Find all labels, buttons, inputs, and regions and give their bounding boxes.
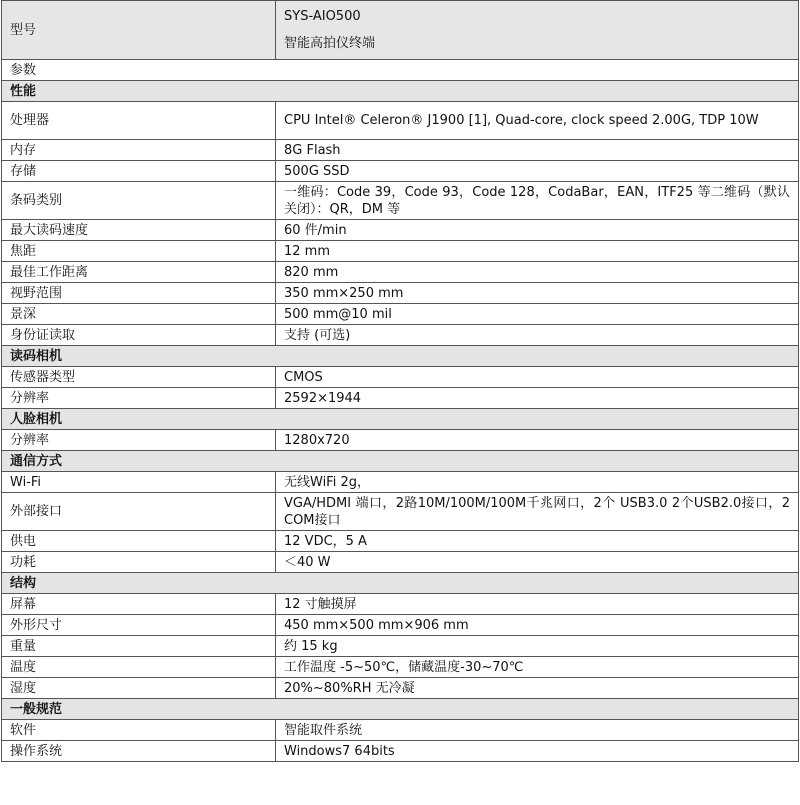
section-header-row <box>2 451 799 472</box>
spec-value: 12 寸触摸屏 <box>276 594 799 615</box>
spec-label: Wi-Fi <box>2 472 276 493</box>
spec-value: 一维码：Code 39，Code 93，Code 128，CodaBar，EAN，ITF25 等二维码（默认关闭）：QR，DM 等 <box>276 182 799 220</box>
section-header-row <box>2 573 799 594</box>
param-row <box>2 60 799 81</box>
spec-table <box>1 0 799 762</box>
spec-value: 1280x720 <box>276 430 799 451</box>
section-title: 一般规范 <box>2 699 799 720</box>
spec-row <box>2 678 799 699</box>
spec-value: ＜40 W <box>276 552 799 573</box>
spec-row <box>2 220 799 241</box>
model-label: 型号 <box>2 1 276 60</box>
spec-label: 屏幕 <box>2 594 276 615</box>
spec-row <box>2 472 799 493</box>
spec-row <box>2 657 799 678</box>
spec-row <box>2 283 799 304</box>
model-value-cell <box>276 1 799 60</box>
spec-row <box>2 552 799 573</box>
spec-value: CPU Intel® Celeron® J1900 [1], Quad-core, clock speed 2.00G, TDP 10W <box>276 102 799 140</box>
spec-value: CMOS <box>276 367 799 388</box>
param-label: 参数 <box>2 60 799 81</box>
spec-value: 8G Flash <box>276 140 799 161</box>
spec-row <box>2 615 799 636</box>
spec-value: Windows7 64bits <box>276 741 799 762</box>
spec-value: 820 mm <box>276 262 799 283</box>
spec-label: 最大读码速度 <box>2 220 276 241</box>
spec-row <box>2 325 799 346</box>
spec-label: 焦距 <box>2 241 276 262</box>
spec-value: 12 mm <box>276 241 799 262</box>
spec-label: 外部接口 <box>2 493 276 531</box>
spec-row <box>2 161 799 182</box>
section-title: 性能 <box>2 81 799 102</box>
spec-label: 外形尺寸 <box>2 615 276 636</box>
spec-label: 软件 <box>2 720 276 741</box>
spec-label: 视野范围 <box>2 283 276 304</box>
spec-row <box>2 741 799 762</box>
section-header-row <box>2 409 799 430</box>
spec-value: 2592×1944 <box>276 388 799 409</box>
spec-row <box>2 720 799 741</box>
spec-label: 处理器 <box>2 102 276 140</box>
section-header-row <box>2 699 799 720</box>
spec-value: 工作温度 -5~50℃，储藏温度-30~70℃ <box>276 657 799 678</box>
section-title: 人脸相机 <box>2 409 799 430</box>
spec-label: 条码类别 <box>2 182 276 220</box>
spec-value: 450 mm×500 mm×906 mm <box>276 615 799 636</box>
section-title: 结构 <box>2 573 799 594</box>
spec-label: 供电 <box>2 531 276 552</box>
spec-row <box>2 182 799 220</box>
spec-label: 景深 <box>2 304 276 325</box>
spec-label: 传感器类型 <box>2 367 276 388</box>
spec-label: 存储 <box>2 161 276 182</box>
spec-value: 500G SSD <box>276 161 799 182</box>
spec-label: 温度 <box>2 657 276 678</box>
section-header-row <box>2 81 799 102</box>
spec-row <box>2 241 799 262</box>
spec-value: 无线WiFi 2g， <box>276 472 799 493</box>
spec-row <box>2 493 799 531</box>
spec-label: 湿度 <box>2 678 276 699</box>
spec-row <box>2 102 799 140</box>
spec-value: 约 15 kg <box>276 636 799 657</box>
model-code: SYS-AIO500 <box>284 9 361 24</box>
spec-label: 分辨率 <box>2 388 276 409</box>
spec-table-body <box>2 1 799 762</box>
spec-label: 功耗 <box>2 552 276 573</box>
section-header-row <box>2 346 799 367</box>
spec-value: 20%~80%RH 无冷凝 <box>276 678 799 699</box>
spec-row <box>2 594 799 615</box>
spec-label: 重量 <box>2 636 276 657</box>
spec-row <box>2 262 799 283</box>
spec-row <box>2 367 799 388</box>
spec-value: 350 mm×250 mm <box>276 283 799 304</box>
spec-row <box>2 304 799 325</box>
spec-value: 12 VDC，5 A <box>276 531 799 552</box>
section-title: 通信方式 <box>2 451 799 472</box>
spec-label: 分辨率 <box>2 430 276 451</box>
spec-label: 内存 <box>2 140 276 161</box>
spec-value: 500 mm@10 mil <box>276 304 799 325</box>
spec-row <box>2 140 799 161</box>
section-title: 读码相机 <box>2 346 799 367</box>
spec-value: 60 件/min <box>276 220 799 241</box>
spec-label: 操作系统 <box>2 741 276 762</box>
model-name: 智能高拍仪终端 <box>284 36 376 51</box>
spec-value: 支持 (可选) <box>276 325 799 346</box>
spec-value: 智能取件系统 <box>276 720 799 741</box>
spec-row <box>2 636 799 657</box>
spec-label: 最佳工作距离 <box>2 262 276 283</box>
spec-label: 身份证读取 <box>2 325 276 346</box>
spec-row <box>2 388 799 409</box>
spec-row <box>2 531 799 552</box>
spec-value: VGA/HDMI 端口，2路10M/100M/100M千兆网口，2个 USB3.0 2个USB2.0接口，2 COM接口 <box>276 493 799 531</box>
spec-row <box>2 430 799 451</box>
model-row <box>2 1 799 60</box>
